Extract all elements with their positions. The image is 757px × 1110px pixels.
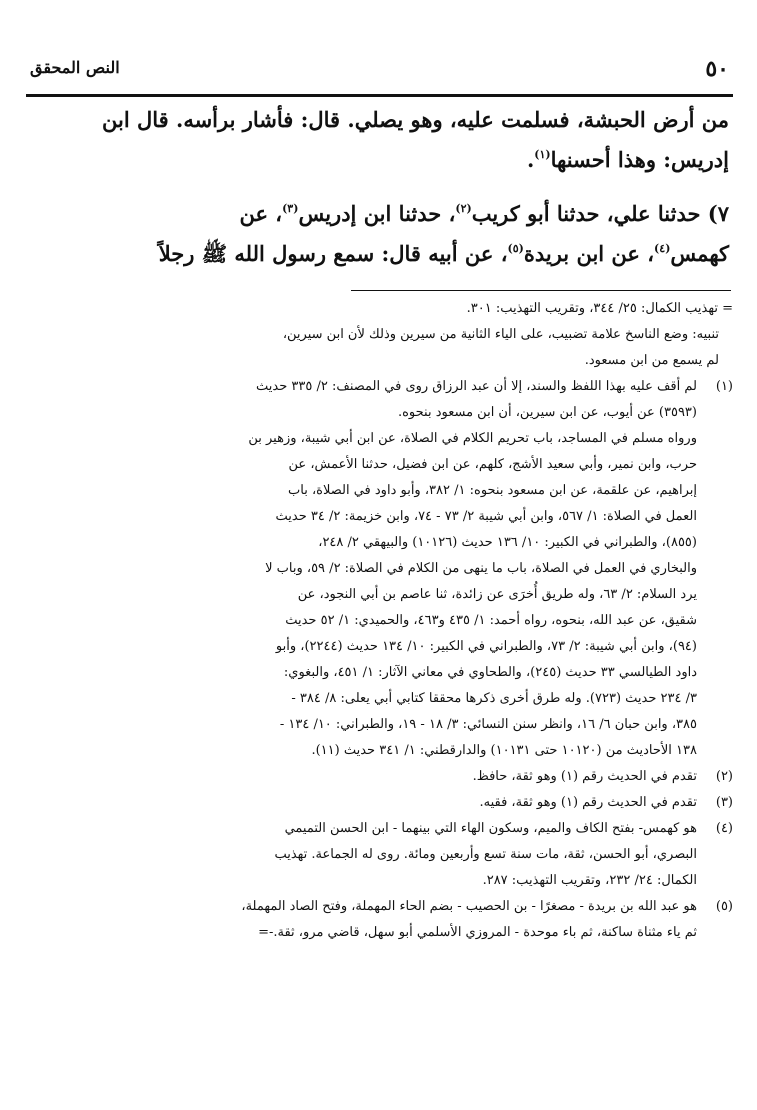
footnote-line: تقدم في الحديث رقم (١) وهو ثقة، حافظ. <box>472 769 697 784</box>
hadith-7-seg-1: ٧) حدثنا علي، حدثنا أبو كريب <box>471 201 729 226</box>
footnote-line: داود الطيالسي ٣٣ حديث (٢٤٥)، والطحاوي في معاني الآثار: ١/ ٤٥١، والبغوي: <box>283 665 697 680</box>
paragraph-1-line-2: إدريس: وهذا أحسنها <box>550 147 729 172</box>
footnote-line: (٨٥٥)، والطبراني في الكبير: ١٠/ ١٣٦ حديث (١٠١٢٦) والبيهقي ٢/ ٢٤٨، <box>318 535 697 550</box>
footnote-line: ورواه مسلم في المساجد، باب تحريم الكلام في الصلاة، عن ابن أبي شيبة، وزهير بن <box>248 431 697 446</box>
footnote-note-line: تنبيه: وضع الناسخ علامة تضبيب، على الياء الثانية من سيرين وذلك لأن ابن سيرين، <box>282 327 719 342</box>
footnote-body <box>28 894 697 946</box>
footnote-line: تقدم في الحديث رقم (١) وهو ثقة، فقيه. <box>479 795 697 810</box>
footnote-ref-3[interactable]: (٣) <box>282 202 299 215</box>
paragraph-1 <box>30 100 729 180</box>
footnote-line: (٣٥٩٣) عن أيوب، عن ابن سيرين، أن ابن مسعود بنحوه. <box>397 405 697 420</box>
footnote-2 <box>28 764 733 790</box>
footnote-3 <box>28 790 733 816</box>
footnote-line: هو عبد الله بن بريدة - مصغرًا - بن الحصيب - بضم الحاء المهملة، وفتح الصاد المهملة، <box>241 899 697 914</box>
footnote-number: (٢) <box>715 769 733 784</box>
hadith-7-seg-2: ، حدثنا ابن إدريس <box>298 201 456 226</box>
footnote-ref-2[interactable]: (٢) <box>455 202 472 215</box>
paragraph-1-end: . <box>526 147 535 172</box>
footnote-line: (٩٤)، وابن أبي شيبة: ٢/ ٧٣، والطبراني في الكبير: ١٠/ ١٣٤ حديث (٢٢٤٤)، وأبو <box>275 639 697 654</box>
footnote-number: (٥) <box>715 899 733 914</box>
footnote-5 <box>28 894 733 946</box>
footnote-continuation: = تهذيب الكمال: ٢٥/ ٣٤٤، وتقريب التهذيب: ٣٠١. <box>466 301 733 316</box>
footnote-line: ٣/ ٢٣٤ حديث (٧٢٣). وله طرق أخرى ذكرها محققا كتابي أبي يعلى: ٨/ ٣٨٤ - <box>291 691 697 706</box>
footnote-line: الكمال: ٢٤/ ٢٣٢، وتقريب التهذيب: ٢٨٧. <box>482 873 697 888</box>
footnote-ref-1[interactable]: (١) <box>534 148 551 161</box>
footnote-body <box>28 816 697 894</box>
footnote-4 <box>28 816 733 894</box>
running-title: النص المحقق <box>30 58 120 77</box>
footnote-note-line: لم يسمع من ابن مسعود. <box>584 353 719 368</box>
footnote-line: العمل في الصلاة: ١/ ٥٦٧، وابن أبي شيبة ٢/ ٧٣ - ٧٤، وابن خزيمة: ٢/ ٣٤ حديث <box>275 509 697 524</box>
footnote-line: والبخاري في العمل في الصلاة، باب ما ينهى من الكلام في الصلاة: ٢/ ٥٩، وباب لا <box>265 561 697 576</box>
footnote-note <box>28 322 733 374</box>
page-number: ٥٠ <box>705 56 729 82</box>
footnotes <box>28 296 733 946</box>
footnote-ref-4[interactable]: (٤) <box>654 242 671 255</box>
hadith-7-seg-6: ، عن أبيه قال: سمع رسول الله ﷺ رجلاً <box>158 241 508 266</box>
footnote-line: حرب، وابن نمير، وأبي سعيد الأشج، كلهم، عن ابن فضيل، حدثنا الأعمش، عن <box>288 457 697 472</box>
footnote-body <box>28 764 697 790</box>
main-text <box>30 100 729 274</box>
footnote-line: ١٣٨ الأحاديث من (١٠١٢٠ حتى ١٠١٣١) والدارقطني: ١/ ٣٤١ حديث (١١). <box>311 743 697 758</box>
paragraph-1-line-1: من أرض الحبشة، فسلمت عليه، وهو يصلي. قال: فأشار برأسه. قال ابن <box>102 107 729 132</box>
footnote-line: ٣٨٥، وابن حبان ٦/ ١٦، وانظر سنن النسائي: ٣/ ١٨ - ١٩، والطبراني: ١٠/ ١٣٤ - <box>279 717 697 732</box>
footnote-body <box>28 790 697 816</box>
footnote-line: إبراهيم، عن علقمة، عن ابن مسعود بنحوه: ١/ ٣٨٢، وأبو داود في الصلاة، باب <box>288 483 697 498</box>
footnote-line: شقيق، عن عبد الله، بنحوه، رواه أحمد: ١/ ٤٣٥ و٤٦٣، والحميدي: ١/ ٥٢ حديث <box>285 613 697 628</box>
footnote-line: ثم ياء مثناة ساكنة، ثم باء موحدة - المروزي الأسلمي أبو سهل، قاضي مرو، ثقة.-= <box>258 925 697 940</box>
footnote-1 <box>28 374 733 764</box>
header-rule <box>26 94 733 97</box>
hadith-7-seg-3: ، عن <box>239 201 283 226</box>
footnote-rule <box>351 290 731 291</box>
page-header <box>30 56 729 86</box>
footnote-line: يرد السلام: ٢/ ٦٣، وله طريق أُخرَى عن زائدة، ثنا عاصم بن أبي النجود، عن <box>297 587 697 602</box>
footnote-ref-5[interactable]: (٥) <box>507 242 524 255</box>
footnote-body <box>28 374 697 764</box>
footnote-line: البصري، أبو الحسن، ثقة، مات سنة تسع وأربعين ومائة. روى له الجماعة. تهذيب <box>274 847 697 862</box>
footnote-line: لم أقف عليه بهذا اللفظ والسند، إلا أن عبد الرزاق روى في المصنف: ٢/ ٣٣٥ حديث <box>256 379 697 394</box>
hadith-7-seg-4: كهمس <box>670 241 729 266</box>
hadith-7-seg-5: ، عن ابن بريدة <box>523 241 655 266</box>
hadith-7 <box>30 194 729 274</box>
footnote-number: (٤) <box>715 821 733 836</box>
footnote-number: (١) <box>715 379 733 394</box>
footnote-line: هو كهمس- بفتح الكاف والميم، وسكون الهاء التي بينهما - ابن الحسن التميمي <box>284 821 697 836</box>
footnote-number: (٣) <box>715 795 733 810</box>
